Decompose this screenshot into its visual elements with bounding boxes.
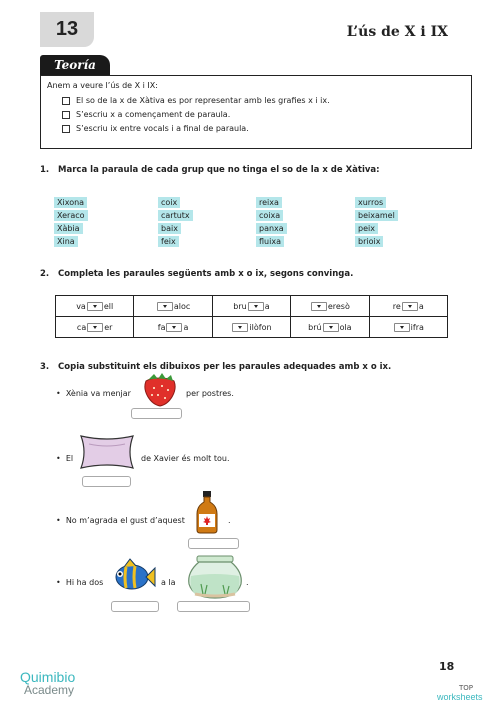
sentence-4: • Hi ha dos: [56, 578, 104, 587]
word-prefix: fa: [157, 322, 166, 332]
word-option[interactable]: Xina: [54, 236, 78, 247]
table-cell: [212, 296, 290, 317]
word-prefix: bru: [233, 301, 247, 311]
sentence-text-after: .: [246, 578, 249, 587]
word-suffix: eresò: [327, 301, 350, 311]
word-suffix: aloc: [173, 301, 191, 311]
word-prefix: brú: [308, 322, 322, 332]
sentence-text: No m’agrada el gust d’aquest: [65, 516, 185, 525]
word-suffix: a: [183, 322, 189, 332]
word-option[interactable]: reixa: [256, 197, 282, 208]
question-prompt: Marca la paraula de cada grup que no tinga el so de la x de Xàtiva:: [58, 165, 380, 175]
sentence-text-middle: a la: [161, 578, 176, 587]
sentence-text-after: de Xavier és molt tou.: [141, 454, 230, 463]
table-cell: [134, 296, 212, 317]
table-cell: [291, 317, 369, 338]
theory-item: [62, 96, 330, 105]
unit-number-badge: [40, 12, 94, 47]
word-option[interactable]: beixamel: [355, 210, 398, 221]
question-number: 2.: [40, 269, 50, 279]
word-prefix: re: [392, 301, 401, 311]
unit-number: 13: [55, 18, 79, 40]
word-option[interactable]: Xeraco: [54, 210, 88, 221]
word-option[interactable]: cartutx: [158, 210, 193, 221]
answer-field[interactable]: [82, 476, 131, 487]
word-prefix: ca: [76, 322, 87, 332]
word-option[interactable]: panxa: [256, 223, 287, 234]
checkbox[interactable]: [62, 125, 70, 133]
table-cell: [291, 296, 369, 317]
word-option[interactable]: Xàbia: [54, 223, 83, 234]
word-suffix: ilòfon: [249, 322, 272, 332]
sentence-3: • No m’agrada el gust d’aquest: [56, 516, 185, 525]
table-cell: [134, 317, 212, 338]
x-ix-dropdown[interactable]: [402, 302, 418, 311]
theory-item: [62, 110, 230, 119]
question-3-title: [40, 362, 391, 372]
sentence-text: Xènia va menjar: [65, 389, 131, 398]
theory-item-text: El so de la x de Xàtiva es por representar amb les grafies x i ix.: [76, 96, 330, 105]
table-cell: [369, 317, 447, 338]
x-ix-dropdown[interactable]: [323, 323, 339, 332]
sentence-text-after: .: [228, 516, 231, 525]
x-ix-dropdown[interactable]: [311, 302, 327, 311]
word-prefix: va: [76, 301, 86, 311]
table-cell: [56, 296, 134, 317]
pillow-icon: [77, 432, 137, 472]
fill-in-table: [55, 295, 448, 338]
x-ix-dropdown[interactable]: [232, 323, 248, 332]
answer-field[interactable]: [177, 601, 250, 612]
word-option[interactable]: brioix: [355, 236, 383, 247]
sentence-text: El: [65, 454, 74, 463]
page-number: 18: [439, 660, 455, 673]
table-row: [56, 317, 448, 338]
theory-item-text: S’escriu ix entre vocals i a final de paraula.: [76, 124, 249, 133]
word-option[interactable]: feix: [158, 236, 179, 247]
word-suffix: a: [418, 301, 424, 311]
sentence-2: • El: [56, 454, 74, 463]
theory-item: [62, 124, 249, 133]
word-suffix: er: [104, 322, 113, 332]
logo-academy: Academy: [24, 683, 75, 697]
x-ix-dropdown[interactable]: [157, 302, 173, 311]
question-2-title: [40, 269, 353, 279]
word-suffix: ola: [339, 322, 352, 332]
word-option[interactable]: peix: [355, 223, 378, 234]
table-row: [56, 296, 448, 317]
word-suffix: a: [264, 301, 270, 311]
theory-box: [40, 75, 472, 149]
theory-intro: Anem a veure l’ús de X i IX:: [47, 81, 158, 90]
sentence-text-after: per postres.: [186, 389, 234, 398]
x-ix-dropdown[interactable]: [248, 302, 264, 311]
maple-syrup-bottle-icon: [195, 490, 219, 534]
sentence-1: • Xènia va menjar: [56, 389, 131, 398]
word-option[interactable]: coix: [158, 197, 180, 208]
question-prompt: Copia substituint els dibuixos per les paraules adequades amb x o ix.: [58, 362, 392, 372]
question-number: 3.: [40, 362, 50, 372]
x-ix-dropdown[interactable]: [87, 302, 103, 311]
checkbox[interactable]: [62, 97, 70, 105]
table-cell: [56, 317, 134, 338]
brand-top: TOP: [459, 684, 474, 692]
word-suffix: ifra: [410, 322, 424, 332]
x-ix-dropdown[interactable]: [166, 323, 182, 332]
sentence-text: Hi ha dos: [65, 578, 104, 587]
strawberry-icon: [140, 371, 180, 407]
question-prompt: Completa les paraules següents amb x o ix, segons convinga.: [58, 269, 354, 279]
x-ix-dropdown[interactable]: [87, 323, 103, 332]
answer-field[interactable]: [111, 601, 159, 612]
checkbox[interactable]: [62, 111, 70, 119]
theory-item-text: S’escriu x a començament de paraula.: [76, 110, 231, 119]
word-suffix: ell: [103, 301, 114, 311]
fishbowl-icon: [185, 554, 245, 600]
theory-label: Teoría: [40, 55, 110, 75]
x-ix-dropdown[interactable]: [394, 323, 410, 332]
word-option[interactable]: xurros: [355, 197, 386, 208]
table-cell: [212, 317, 290, 338]
page-title: L’ús de X i IX: [346, 24, 448, 40]
fish-icon: [110, 555, 156, 597]
table-cell: [369, 296, 447, 317]
brand-worksheets: worksheets: [437, 692, 483, 702]
word-option[interactable]: baix: [158, 223, 181, 234]
word-option[interactable]: Xixona: [54, 197, 87, 208]
logo-quimibio: Quimibio: [20, 669, 76, 685]
answer-field[interactable]: [188, 538, 239, 549]
question-1-title: [40, 165, 380, 175]
question-number: 1.: [40, 165, 50, 175]
word-option[interactable]: coixa: [256, 210, 283, 221]
word-option[interactable]: fluixa: [256, 236, 284, 247]
answer-field[interactable]: [131, 408, 182, 419]
